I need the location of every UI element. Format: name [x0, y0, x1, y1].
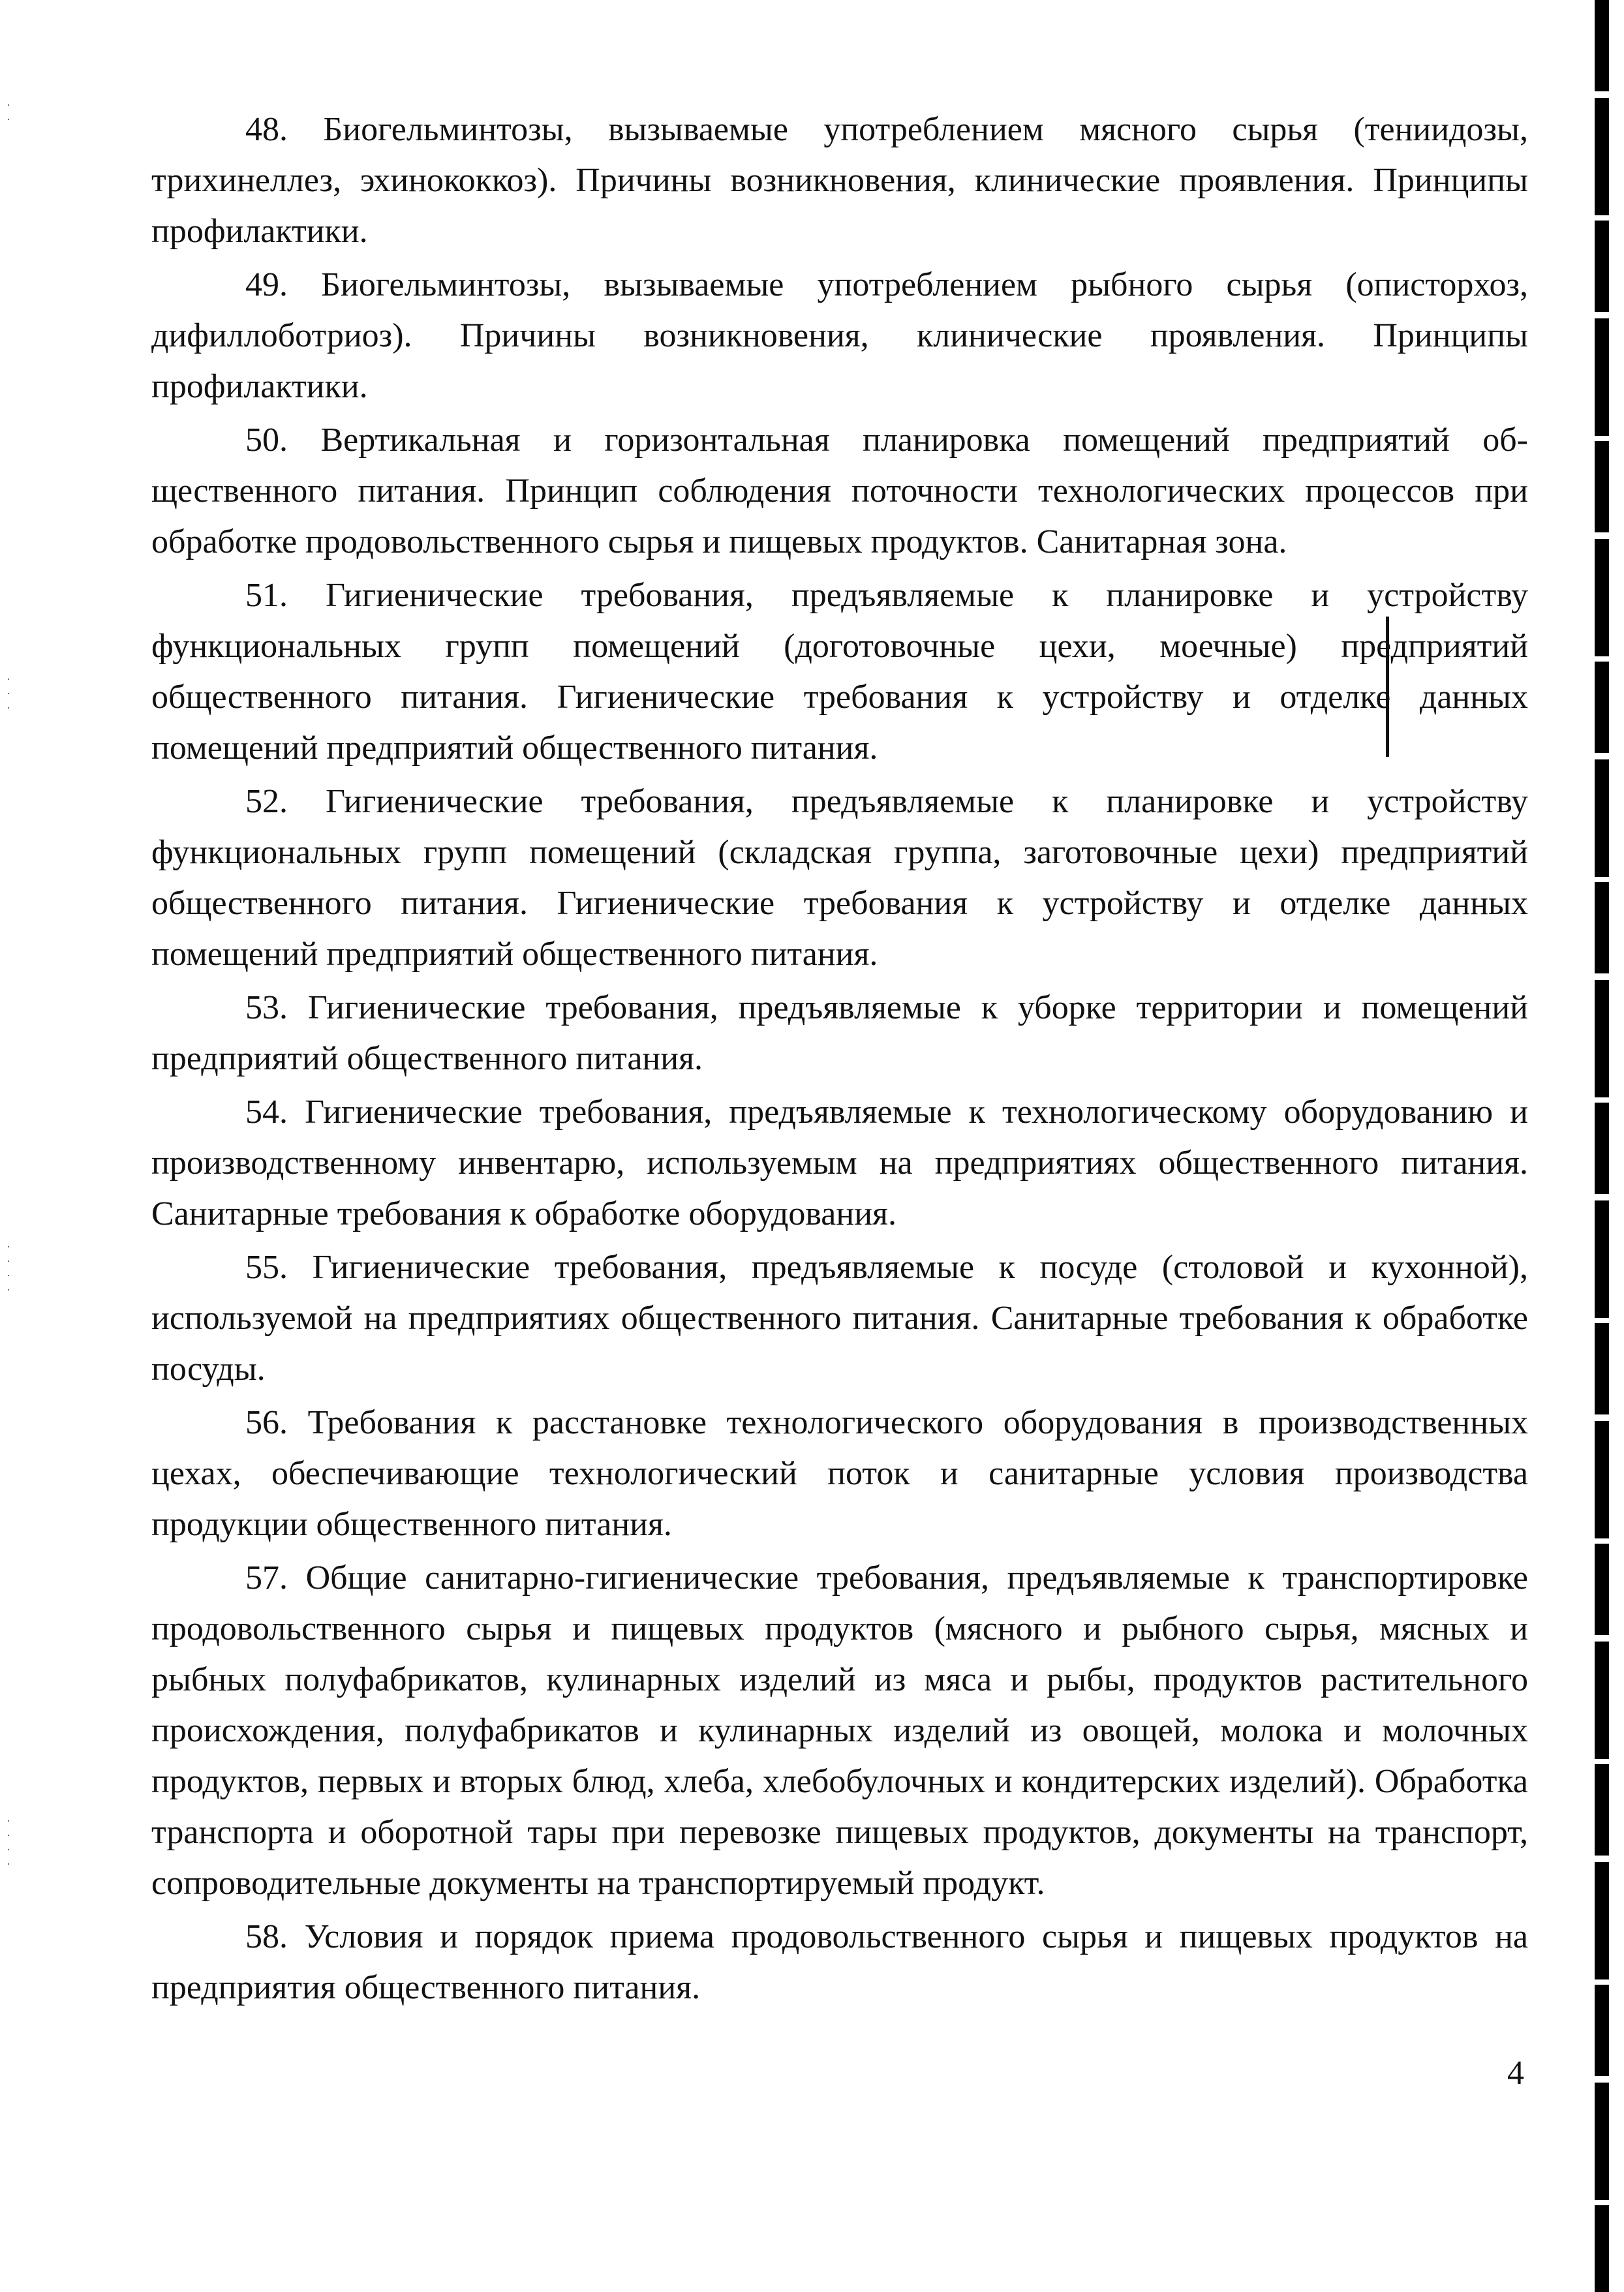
list-item: 58. Условия и порядок приема продовольственного сырья и пищевых продуктов на предприятия общественного питания.	[151, 1918, 1528, 2006]
list-item: 53. Гигиенические требования, предъявляемые к уборке территории и помещений предприятий общественного питания.	[151, 989, 1528, 1077]
question-list	[151, 104, 1528, 2016]
list-item: 52. Гигиенические требования, предъявляемые к планировке и устройству функциональных групп помещений (складская группа, заготовочные цехи) предприятий общественного питания. Гигиенические требования к устройству и отделке данных помещений предприятий общественного питания.	[151, 783, 1528, 973]
scan-speck: · · · ·	[7, 1240, 10, 1296]
scan-speck: · ·	[7, 99, 10, 126]
list-item: 56. Требования к расстановке технологического оборудования в производственных цехах, обеспечивающие технологический поток и санитарные условия производства продукции общественного питания.	[151, 1404, 1528, 1543]
list-item: 49. Биогельминтозы, вызываемые употреблением рыбного сырья (описторхоз, дифиллоботриоз). Причины возникновения, клинические проявления. Принципы профилактики.	[151, 266, 1528, 405]
list-item: 55. Гигиенические требования, предъявляемые к посуде (столовой и кухонной), используемой на предприятиях общественного питания. Санитарные требования к обработке посуды.	[151, 1249, 1528, 1388]
scan-speck: · · · ·	[7, 1814, 10, 1871]
list-item: 54. Гигиенические требования, предъявляемые к технологическому оборудованию и производственному инвентарю, используемым на предприятиях общественного питания. Санитарные требования к обработке оборудования.	[151, 1093, 1528, 1232]
list-item: 50. Вертикальная и горизонтальная планировка помещений предприятий общественного питания. Принцип соблюдения поточности технологических процессов при обработке продовольственного сырья и пищевых продуктов. Санитарная зона.	[151, 421, 1528, 560]
list-item: 51. Гигиенические требования, предъявляемые к планировке и устройству функциональных групп помещений (доготовочные цехи, моечные) предприятий общественного питания. Гигиенические требования к устройству и отделке данных помещений предприятий общественного питания.	[151, 577, 1528, 767]
scan-edge-artifact	[1595, 0, 1609, 2292]
scan-speck: · · ·	[7, 673, 10, 714]
list-item: 57. Общие санитарно-гигиенические требования, предъявляемые к транспортировке продовольственного сырья и пищевых продуктов (мясного и рыбного сырья, мясных и рыбных полуфабрикатов, кулинарных изделий из мяса и рыбы, продуктов растительного происхождения, полуфабрикатов и кулинарных изделий из овощей, молока и молочных продуктов, первых и вторых блюд, хлеба, хлебобулочных и кондитерских изделий). Обработка транспорта и оборотной тары при перевозке пищевых продуктов, документы на транспорт, сопроводительные документы на транспортируемый продукт.	[151, 1559, 1528, 1902]
list-item: 48. Биогельминтозы, вызываемые употреблением мясного сырья (тениидозы, трихинеллез, эхинококкоз). Причины возникновения, клинические проявления. Принципы профилактики.	[151, 111, 1528, 250]
page-number: 4	[1507, 2055, 1524, 2092]
